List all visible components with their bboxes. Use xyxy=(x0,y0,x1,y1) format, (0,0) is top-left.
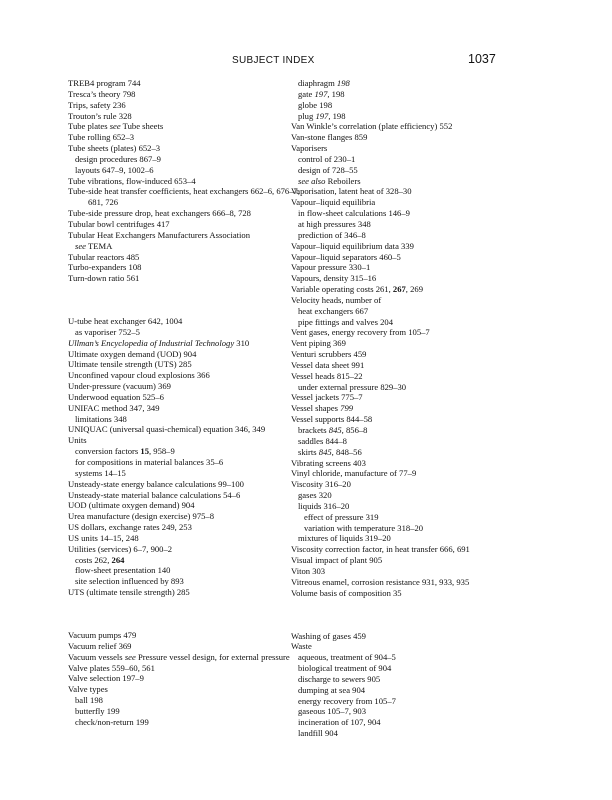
index-entry xyxy=(291,262,531,273)
index-column-right xyxy=(291,78,531,739)
entry-text: Unsteady-state energy balance calculations 99–100 xyxy=(68,478,244,489)
entry-text: Viton 303 xyxy=(291,565,326,576)
entry-text: UNIFAC method 347, 349 xyxy=(68,402,160,413)
index-subentry xyxy=(291,717,531,728)
entry-text: aqueous, treatment of 904–5 xyxy=(298,652,396,663)
entry-text: layouts 647–9, 1002–6 xyxy=(75,164,154,175)
entry-text: 197 xyxy=(314,88,328,99)
index-subentry xyxy=(291,728,531,739)
index-subentry xyxy=(291,100,531,111)
index-subentry xyxy=(68,457,308,468)
entry-text: Valve types xyxy=(68,684,108,695)
index-subentry xyxy=(68,555,308,566)
index-subentry xyxy=(291,696,531,707)
entry-text: Variable operating costs 261, xyxy=(291,284,393,295)
entry-text: liquids 316–20 xyxy=(298,500,350,511)
entry-text: UTS (ultimate tensile strength) 285 xyxy=(68,587,190,598)
entry-text: Unconfined vapour cloud explosions 366 xyxy=(68,370,210,381)
index-subentry xyxy=(291,208,531,219)
entry-text: , 269 xyxy=(405,284,423,295)
entry-text: , 198 xyxy=(328,110,346,121)
index-entry xyxy=(68,511,308,522)
entry-text: Volume basis of composition 35 xyxy=(291,587,402,598)
entry-text: skirts xyxy=(298,446,319,457)
entry-text: mixtures of liquids 319–20 xyxy=(298,533,391,544)
index-subentry xyxy=(291,501,531,512)
entry-text: limitations 348 xyxy=(75,413,127,424)
index-subentry xyxy=(291,533,531,544)
index-subentry xyxy=(291,230,531,241)
letter-group-gap xyxy=(291,599,531,631)
index-subentry xyxy=(68,717,308,728)
index-entry xyxy=(68,652,308,663)
entry-text: , 198 xyxy=(327,88,345,99)
index-entry xyxy=(291,197,531,208)
index-subentry xyxy=(291,512,531,523)
index-subentry xyxy=(68,165,308,176)
entry-text: Vinyl chloride, manufacture of 77–9 xyxy=(291,468,417,479)
entry-text: globe 198 xyxy=(298,99,333,110)
entry-text: conversion factors xyxy=(75,446,141,457)
index-entry xyxy=(68,89,308,100)
entry-text: Tube sheets xyxy=(120,121,164,132)
entry-text: Utilities (services) 6–7, 900–2 xyxy=(68,543,173,554)
index-subentry xyxy=(68,706,308,717)
index-subentry xyxy=(68,468,308,479)
index-entry xyxy=(291,566,531,577)
entry-text: Vacuum relief 369 xyxy=(68,640,132,651)
entry-text: Vaporisation, latent heat of 328–30 xyxy=(291,186,412,197)
entry-text: TEMA xyxy=(85,240,113,251)
index-entry xyxy=(68,186,308,208)
entry-text: UNIQUAC (universal quasi-chemical) equation 346, 349 xyxy=(68,424,266,435)
index-entry xyxy=(68,684,308,695)
index-entry xyxy=(68,121,308,132)
entry-text: 264 xyxy=(111,554,125,565)
entry-text: gaseous 105–7, 903 xyxy=(298,706,367,717)
entry-text: Vapours, density 315–16 xyxy=(291,273,377,284)
entry-text: Valve selection 197–9 xyxy=(68,673,144,684)
index-entry xyxy=(68,143,308,154)
index-subentry xyxy=(291,89,531,100)
entry-text: 198 xyxy=(336,78,350,88)
index-entry xyxy=(291,371,531,382)
entry-text: Vibrating screens 403 xyxy=(291,457,366,468)
index-entry xyxy=(68,176,308,187)
entry-text: under external pressure 829–30 xyxy=(298,381,407,392)
entry-text: gases 320 xyxy=(298,490,332,501)
index-subentry xyxy=(68,695,308,706)
entry-text: Underwood equation 525–6 xyxy=(68,391,164,402)
index-subentry xyxy=(291,436,531,447)
index-entry xyxy=(68,370,308,381)
entry-text: variation with temperature 318–20 xyxy=(304,522,424,533)
letter-group-gap xyxy=(68,598,308,630)
index-subentry xyxy=(291,176,531,187)
entry-text: prediction of 346–8 xyxy=(298,229,366,240)
entry-text: Tubular reactors 485 xyxy=(68,251,140,262)
entry-text: , 848–56 xyxy=(331,446,362,457)
entry-text: 845 xyxy=(318,446,332,457)
index-subentry xyxy=(291,652,531,663)
entry-text: Vapour pressure 330–1 xyxy=(291,262,371,273)
entry-text: Pressure vessel design, for external pressure xyxy=(135,651,290,662)
entry-text: flow-sheet presentation 140 xyxy=(75,565,171,576)
entry-text: at high pressures 348 xyxy=(298,218,371,229)
entry-text: for compositions in material balances 35–6 xyxy=(75,457,224,467)
entry-text: Vessel heads 815–22 xyxy=(291,370,363,381)
index-subentry xyxy=(291,663,531,674)
index-entry xyxy=(291,392,531,403)
index-entry xyxy=(68,111,308,122)
entry-text: see xyxy=(75,240,86,251)
entry-text: Reboilers xyxy=(325,175,361,186)
index-entry xyxy=(68,641,308,652)
entry-text: landfill 904 xyxy=(298,728,338,739)
index-entry xyxy=(68,392,308,403)
index-entry xyxy=(291,284,531,295)
entry-text: as vaporiser 752–5 xyxy=(75,326,140,337)
entry-text: Vessel data sheet 991 xyxy=(291,359,365,370)
entry-text: Washing of gases 459 xyxy=(291,630,366,641)
entry-text: dumping at sea 904 xyxy=(298,684,366,695)
entry-text: 15 xyxy=(140,446,149,457)
entry-text: Van-stone flanges 859 xyxy=(291,132,368,143)
index-entry xyxy=(291,360,531,371)
entry-text: design of 728–55 xyxy=(298,164,358,175)
index-entry xyxy=(291,641,531,652)
index-entry xyxy=(68,219,308,230)
entry-text: systems 14–15 xyxy=(75,467,126,478)
entry-text: Vacuum vessels xyxy=(68,651,125,662)
entry-text: site selection influenced by 893 xyxy=(75,576,184,587)
index-entry xyxy=(291,544,531,555)
entry-text: Vapour–liquid separators 460–5 xyxy=(291,251,401,262)
entry-text: see xyxy=(124,651,136,662)
entry-text: saddles 844–8 xyxy=(298,435,347,446)
entry-text: Tube rolling 652–3 xyxy=(68,132,135,143)
index-entry xyxy=(291,241,531,252)
index-subentry xyxy=(68,327,308,338)
entry-text: Vent piping 369 xyxy=(291,338,346,349)
entry-text: Ultimate oxygen demand (UOD) 904 xyxy=(68,348,197,359)
entry-text: Unsteady-state material balance calculations 54–6 xyxy=(68,489,241,500)
entry-text: brackets xyxy=(298,425,329,435)
index-entry xyxy=(291,132,531,143)
index-entry xyxy=(68,78,308,89)
index-entry xyxy=(68,100,308,111)
index-entry xyxy=(291,143,531,154)
entry-text: Vapour–liquid equilibrium data 339 xyxy=(291,240,414,251)
entry-text: 845 xyxy=(328,425,342,435)
index-subentry xyxy=(291,490,531,501)
index-entry xyxy=(291,468,531,479)
index-entry xyxy=(68,316,308,327)
index-entry xyxy=(68,663,308,674)
entry-text: energy recovery from 105–7 xyxy=(298,695,396,706)
entry-text: Tubular bowl centrifuges 417 xyxy=(68,218,170,229)
index-subentry xyxy=(291,219,531,230)
entry-text: see also xyxy=(298,175,326,186)
index-entry xyxy=(68,252,308,263)
entry-text: incineration of 107, 904 xyxy=(298,717,381,728)
entry-text: pipe fittings and valves 204 xyxy=(298,316,393,327)
index-subentry xyxy=(291,382,531,393)
entry-text: Tresca’s theory 798 xyxy=(68,88,136,99)
running-header: SUBJECT INDEX xyxy=(232,55,315,66)
entry-text: Venturi scrubbers 459 xyxy=(291,349,367,360)
index-entry xyxy=(68,424,308,435)
entry-text: Vacuum pumps 479 xyxy=(68,629,137,640)
entry-text: biological treatment of 904 xyxy=(298,663,392,674)
index-entry xyxy=(68,230,308,241)
entry-text: heat exchangers 667 xyxy=(298,305,369,316)
index-subentry xyxy=(291,317,531,328)
entry-text: 197 xyxy=(315,110,329,121)
entry-text: UOD (ultimate oxygen demand) 904 xyxy=(68,500,195,511)
entry-text: Turbo-expanders 108 xyxy=(68,262,142,273)
entry-text: gate xyxy=(298,88,315,99)
entry-text: Vapour–liquid equilibria xyxy=(291,197,376,208)
entry-text: US units 14–15, 248 xyxy=(68,532,139,543)
entry-text: Units xyxy=(68,435,87,446)
index-entry xyxy=(68,349,308,360)
entry-text: Van Winkle’s correlation (plate efficiency) 552 xyxy=(291,121,453,132)
index-entry xyxy=(291,631,531,642)
index-subentry xyxy=(291,523,531,534)
index-entry xyxy=(68,359,308,370)
index-subentry xyxy=(68,241,308,252)
index-entry xyxy=(291,403,531,414)
index-entry xyxy=(291,273,531,284)
index-subentry xyxy=(291,447,531,458)
entry-text: effect of pressure 319 xyxy=(304,511,379,522)
entry-text: Urea manufacture (design exercise) 975–8 xyxy=(68,511,215,522)
index-subentry xyxy=(291,78,531,89)
index-subentry xyxy=(68,154,308,165)
entry-text: Under-pressure (vacuum) 369 xyxy=(68,381,171,392)
index-entry xyxy=(68,673,308,684)
entry-text: Velocity heads, number of xyxy=(291,294,382,305)
index-entry xyxy=(68,490,308,501)
entry-text: Vessel jackets 775–7 xyxy=(291,392,363,403)
entry-text: Tube-side heat transfer coefficients, heat exchangers 662–6, 676–7, 681, 726 xyxy=(68,186,300,208)
entry-text: Visual impact of plant 905 xyxy=(291,555,383,566)
entry-text: check/non-return 199 xyxy=(75,716,149,727)
index-subentry xyxy=(68,576,308,587)
index-entry xyxy=(68,403,308,414)
index-subentry xyxy=(291,674,531,685)
entry-text: TREB4 program 744 xyxy=(68,78,141,88)
index-entry xyxy=(68,533,308,544)
index-entry xyxy=(291,588,531,599)
entry-text: ball 198 xyxy=(75,695,103,706)
entry-text: Waste xyxy=(291,641,312,652)
entry-text: Tube sheets (plates) 652–3 xyxy=(68,143,161,154)
entry-text: Trips, safety 236 xyxy=(68,99,126,110)
index-entry xyxy=(68,338,308,349)
index-entry xyxy=(68,544,308,555)
index-entry xyxy=(291,555,531,566)
entry-text: 267 xyxy=(392,284,406,295)
index-entry xyxy=(291,577,531,588)
entry-text: see xyxy=(109,121,121,132)
index-column-left xyxy=(68,78,308,728)
entry-text: , 856–8 xyxy=(341,425,368,435)
entry-text: butterfly 199 xyxy=(75,705,120,716)
index-entry xyxy=(291,295,531,306)
entry-text: costs 262, xyxy=(75,554,112,565)
entry-text: Vaporisers xyxy=(291,143,328,154)
entry-text: Viscosity correction factor, in heat transfer 666, 691 xyxy=(291,544,470,555)
index-entry xyxy=(291,479,531,490)
index-subentry xyxy=(68,565,308,576)
index-entry xyxy=(68,587,308,598)
entry-text: Ultimate tensile strength (UTS) 285 xyxy=(68,359,192,370)
entry-text: Tube vibrations, flow-induced 653–4 xyxy=(68,175,196,186)
entry-text: Vessel supports 844–58 xyxy=(291,414,373,425)
index-subentry xyxy=(291,685,531,696)
index-entry xyxy=(291,252,531,263)
index-entry xyxy=(291,121,531,132)
index-entry xyxy=(68,132,308,143)
index-entry xyxy=(68,479,308,490)
index-entry xyxy=(68,630,308,641)
index-subentry xyxy=(291,154,531,165)
index-subentry xyxy=(291,111,531,122)
entry-text: in flow-sheet calculations 146–9 xyxy=(298,208,410,219)
index-subentry xyxy=(291,706,531,717)
entry-text: control of 230–1 xyxy=(298,153,356,164)
entry-text: Tubular Heat Exchangers Manufacturers Association xyxy=(68,229,251,240)
index-entry xyxy=(68,522,308,533)
index-subentry xyxy=(291,165,531,176)
index-entry xyxy=(291,338,531,349)
index-entry xyxy=(291,458,531,469)
index-subentry xyxy=(68,414,308,425)
index-entry xyxy=(291,327,531,338)
entry-text: Tube-side pressure drop, heat exchangers 666–8, 728 xyxy=(68,208,251,219)
entry-text: plug xyxy=(298,110,316,121)
index-entry xyxy=(68,381,308,392)
entry-text: Trouton’s rule 328 xyxy=(68,110,132,121)
entry-text: Vitreous enamel, corrosion resistance 931, 933, 935 xyxy=(291,576,470,587)
entry-text: Vessel shapes xyxy=(291,403,341,414)
entry-text: design procedures 867–9 xyxy=(75,153,161,164)
index-subentry xyxy=(68,446,308,457)
entry-text: Ullman’s Encyclopedia of Industrial Technology xyxy=(68,337,235,348)
entry-text: , 958–9 xyxy=(148,446,175,457)
index-subentry xyxy=(291,306,531,317)
index-entry xyxy=(291,186,531,197)
index-entry xyxy=(68,435,308,446)
entry-text: 799 xyxy=(340,403,354,414)
index-entry xyxy=(68,273,308,284)
entry-text: U-tube heat exchanger 642, 1004 xyxy=(68,316,183,327)
index-subentry xyxy=(291,425,531,436)
entry-text: 310 xyxy=(234,337,250,348)
index-entry xyxy=(68,208,308,219)
index-entry xyxy=(291,414,531,425)
index-entry xyxy=(291,349,531,360)
entry-text: Viscosity 316–20 xyxy=(291,479,351,490)
entry-text: Tube plates xyxy=(68,121,110,132)
letter-group-gap xyxy=(68,284,308,316)
entry-text: Valve plates 559–60, 561 xyxy=(68,662,155,673)
index-entry xyxy=(68,262,308,273)
entry-text: discharge to sewers 905 xyxy=(298,673,381,684)
index-entry xyxy=(68,500,308,511)
page-number: 1037 xyxy=(468,52,496,66)
entry-text: Vent gases, energy recovery from 105–7 xyxy=(291,327,430,338)
entry-text: Turn-down ratio 561 xyxy=(68,273,140,284)
entry-text: diaphragm xyxy=(298,78,337,88)
entry-text: US dollars, exchange rates 249, 253 xyxy=(68,522,192,533)
